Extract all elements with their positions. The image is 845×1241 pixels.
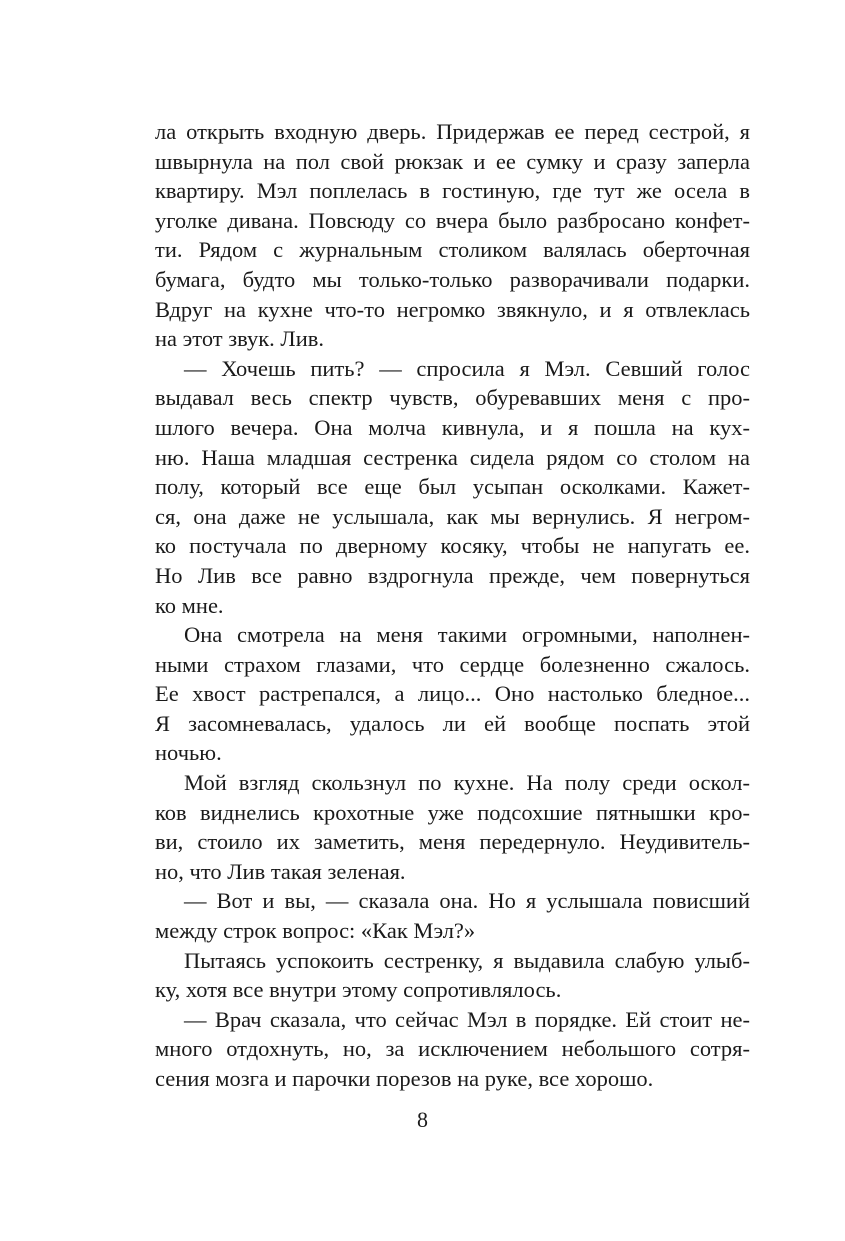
text-line: ночью. xyxy=(155,740,222,766)
text-line: ню. Наша младшая сестренка сидела рядом со столом на xyxy=(155,444,750,470)
text-line: Она смотрела на меня такими огромными, наполнен- xyxy=(184,622,750,648)
text-line: ви, стоило их заметить, меня передернуло. Неудивитель- xyxy=(155,829,750,855)
text-line: полу, который все еще был усыпан осколками. Кажет- xyxy=(155,474,750,500)
text-line: швырнула на пол свой рюкзак и ее сумку и сразу заперла xyxy=(155,148,750,174)
text-line: Я засомневалась, удалось ли ей вообще поспать этой xyxy=(155,710,750,736)
text-line: ков виднелись крохотные уже подсохшие пятнышки кро- xyxy=(155,799,750,825)
text-line: ку, хотя все внутри этому сопротивлялось. xyxy=(155,977,562,1003)
text-line: ко мне. xyxy=(155,592,224,618)
text-line: — Вот и вы, — сказала она. Но я услышала повисший xyxy=(184,888,750,914)
text-line: ла открыть входную дверь. Придержав ее перед сестрой, я xyxy=(155,119,750,144)
page-body xyxy=(155,117,750,1094)
text-line: бумага, будто мы только-только разворачивали подарки. xyxy=(155,266,750,292)
text-line: ко постучала по дверному косяку, чтобы не напугать ее. xyxy=(155,533,750,559)
text-line: на этот звук. Лив. xyxy=(155,326,324,352)
text-line: Но Лив все равно вздрогнула прежде, чем повернуться xyxy=(155,562,750,588)
text-line: уголке дивана. Повсюду со вчера было разбросано конфет- xyxy=(155,207,750,233)
text-line: Мой взгляд скользнул по кухне. На полу среди оскол- xyxy=(184,770,750,796)
text-line: ными страхом глазами, что сердце болезненно сжалось. xyxy=(155,651,750,677)
text-line: квартиру. Мэл поплелась в гостиную, где тут же осела в xyxy=(155,178,750,204)
text-line: — Врач сказала, что сейчас Мэл в порядке. Ей стоит не- xyxy=(184,1006,750,1032)
text-line: много отдохнуть, но, за исключением небольшого сотря- xyxy=(155,1036,750,1062)
text-line: Пытаясь успокоить сестренку, я выдавила слабую улыб- xyxy=(184,947,750,973)
text-line: ти. Рядом с журнальным столиком валялась оберточная xyxy=(155,237,750,263)
text-line: между строк вопрос: «Как Мэл?» xyxy=(155,918,476,944)
text-line: Вдруг на кухне что-то негромко звякнуло, и я отвлеклась xyxy=(155,296,750,322)
text-line: сения мозга и парочки порезов на руке, все хорошо. xyxy=(155,1066,654,1091)
text-line: шлого вечера. Она молча кивнула, и я пошла на кух- xyxy=(155,414,750,440)
text-line: но, что Лив такая зеленая. xyxy=(155,858,406,884)
text-line: ся, она даже не услышала, как мы вернулись. Я негром- xyxy=(155,503,750,529)
text-line: Ее хвост растрепался, а лицо... Оно настолько бледное... xyxy=(155,681,750,707)
text-line: выдавал весь спектр чувств, обуревавших меня с про- xyxy=(155,385,750,411)
page-number: 8 xyxy=(417,1107,428,1132)
text-line: — Хочешь пить? — спросила я Мэл. Севший голос xyxy=(184,355,750,381)
